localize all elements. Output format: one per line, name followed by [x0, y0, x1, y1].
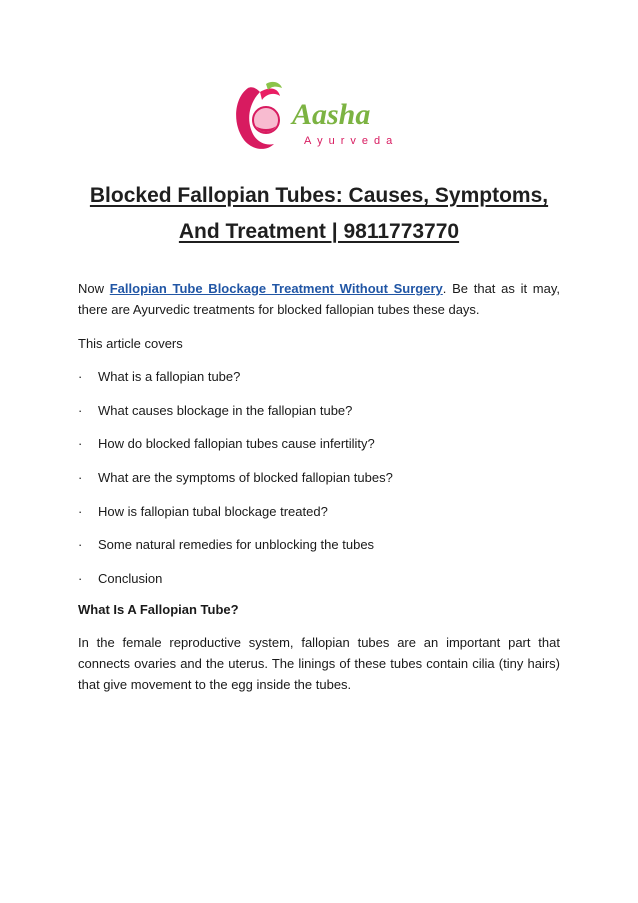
- bullet-marker: ·: [78, 470, 83, 486]
- list-item: [78, 568, 560, 602]
- covers-label: This article covers: [78, 336, 183, 351]
- topic-text: What is a fallopian tube?: [98, 369, 241, 384]
- topics-list: [78, 366, 560, 602]
- topic-text: What are the symptoms of blocked fallopian tubes?: [98, 470, 393, 486]
- bullet-marker: ·: [78, 503, 83, 519]
- topic-text: How do blocked fallopian tubes cause infertility?: [98, 436, 375, 452]
- aasha-ayurveda-logo: [226, 80, 412, 156]
- title-line-1: Blocked Fallopian Tubes: Causes, Symptoms,: [89, 184, 549, 207]
- list-item: [78, 467, 560, 501]
- list-item: [78, 534, 560, 568]
- treatment-link[interactable]: Fallopian Tube Blockage Treatment Without Surgery: [109, 281, 443, 296]
- topic-text: Conclusion: [98, 571, 163, 587]
- section-paragraph: In the female reproductive system, fallopian tubes are an important part that connects ovaries and the uterus. The linings of these tubes contain cilia (tiny hairs) that give movement to the egg inside the tubes.: [78, 635, 560, 692]
- list-item: [78, 433, 560, 467]
- section-heading: What Is A Fallopian Tube?: [78, 602, 239, 617]
- intro-paragraph: [78, 278, 560, 320]
- bullet-marker: ·: [78, 369, 83, 384]
- topic-text: Some natural remedies for unblocking the tubes: [98, 537, 375, 553]
- brand-subname-text: Ayurveda: [304, 135, 399, 147]
- list-item: [78, 366, 560, 400]
- bullet-marker: ·: [78, 402, 83, 418]
- article-title: [60, 178, 578, 250]
- topic-text: What causes blockage in the fallopian tube?: [98, 402, 353, 418]
- bullet-marker: ·: [78, 436, 83, 452]
- list-item: [78, 400, 560, 434]
- mother-and-baby-logo-icon: [226, 80, 412, 156]
- title-line-2: And Treatment | 9811773770: [178, 220, 460, 243]
- intro-suffix: . Be that as it may, there are Ayurvedic treatments for blocked fallopian tubes these days.: [78, 281, 560, 317]
- topic-text: How is fallopian tubal blockage treated?: [98, 503, 328, 519]
- list-item: [78, 501, 560, 535]
- intro-prefix: Now: [78, 281, 110, 296]
- bullet-marker: ·: [78, 571, 83, 587]
- brand-name-text: Aasha: [292, 98, 371, 131]
- bullet-marker: ·: [78, 537, 83, 553]
